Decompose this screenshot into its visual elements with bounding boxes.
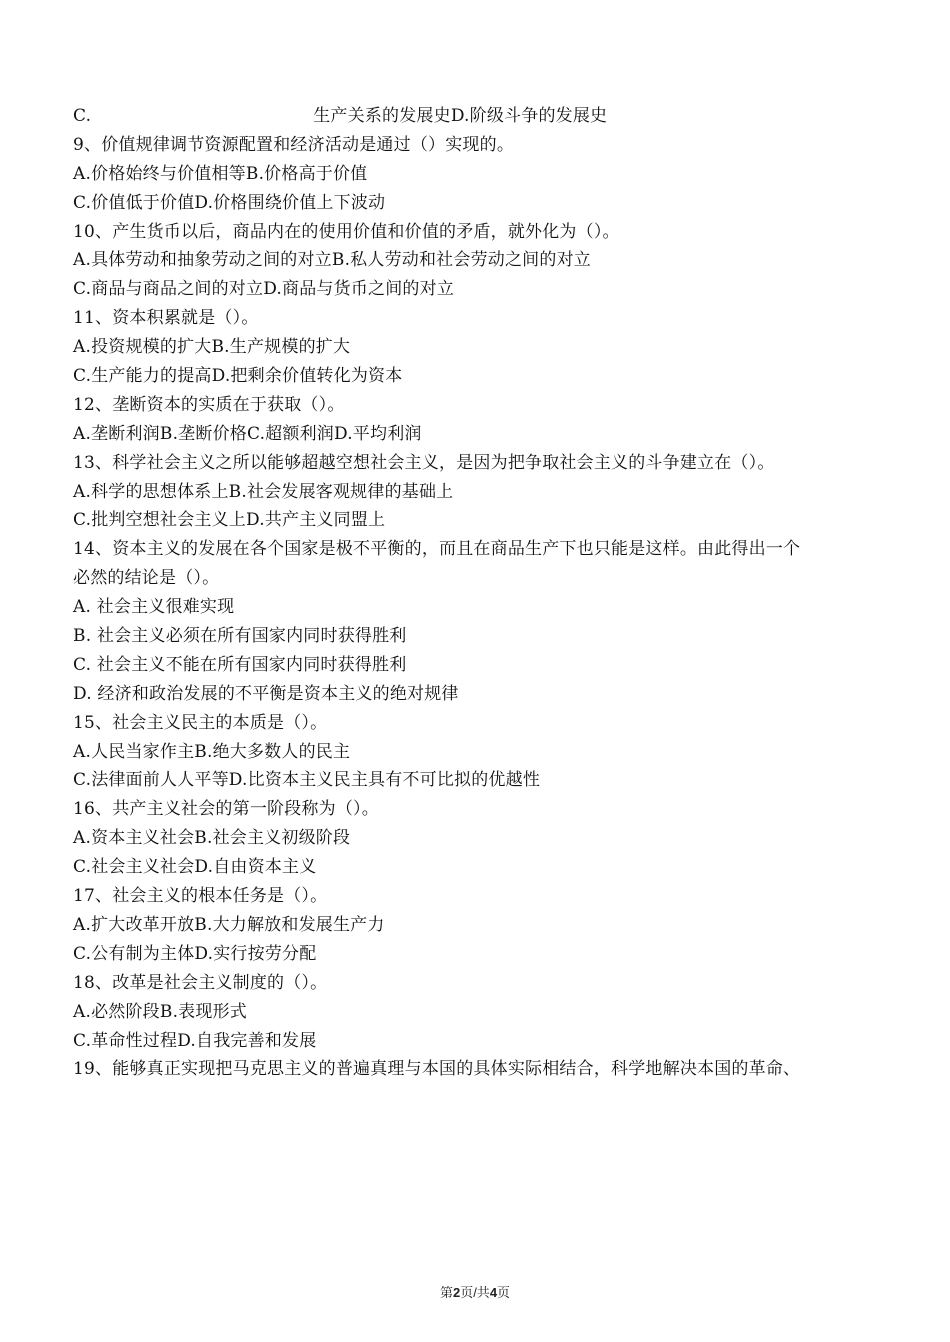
text-line: 15、社会主义民主的本质是（）。 bbox=[73, 712, 328, 733]
text-line: 必然的结论是（）。 bbox=[73, 568, 220, 589]
text-line: C.法律面前人人平等D.比资本主义民主具有不可比拟的优越性 bbox=[73, 770, 541, 791]
text-line: 11、资本积累就是（）。 bbox=[73, 308, 259, 329]
text-line: C.生产能力的提高D.把剩余价值转化为资本 bbox=[73, 366, 403, 387]
footer-label-of: 页/共 bbox=[460, 1285, 490, 1300]
text-line: 14、资本主义的发展在各个国家是极不平衡的，而且在商品生产下也只能是这样。由此得出一个 bbox=[73, 539, 801, 560]
footer-label-page: 第 bbox=[439, 1285, 453, 1300]
text-line: A.人民当家作主B.绝大多数人的民主 bbox=[73, 741, 351, 762]
document-body bbox=[73, 102, 903, 1084]
page-footer bbox=[0, 1282, 950, 1301]
text-line: C.批判空想社会主义上D.共产主义同盟上 bbox=[73, 510, 386, 531]
text-line: 12、垄断资本的实质在于获取（）。 bbox=[73, 394, 345, 415]
text-line: D. 经济和政治发展的不平衡是资本主义的绝对规律 bbox=[73, 683, 459, 704]
text-line: C.价值低于价值D.价格围绕价值上下波动 bbox=[73, 192, 386, 213]
text-line: B. 社会主义必须在所有国家内同时获得胜利 bbox=[73, 626, 407, 647]
text-line: A.科学的思想体系上B.社会发展客观规律的基础上 bbox=[73, 481, 454, 502]
text-line: 18、改革是社会主义制度的（）。 bbox=[73, 972, 328, 993]
text-line: 19、能够真正实现把马克思主义的普遍真理与本国的具体实际相结合，科学地解决本国的革命、 bbox=[73, 1059, 801, 1080]
text-line: C.公有制为主体D.实行按劳分配 bbox=[73, 943, 317, 964]
footer-current-page: 2 bbox=[452, 1285, 461, 1300]
text-line: C.社会主义社会D.自由资本主义 bbox=[73, 857, 317, 878]
text-line: C. 社会主义不能在所有国家内同时获得胜利 bbox=[73, 654, 407, 675]
text-line: A.资本主义社会B.社会主义初级阶段 bbox=[73, 828, 351, 849]
text-line: 13、科学社会主义之所以能够超越空想社会主义，是因为把争取社会主义的斗争建立在（）。 bbox=[73, 452, 775, 473]
text-line: A.扩大改革开放B.大力解放和发展生产力 bbox=[73, 914, 385, 935]
footer-label-end: 页 bbox=[497, 1285, 511, 1300]
text-line: A. 社会主义很难实现 bbox=[73, 597, 235, 618]
text-line: 17、社会主义的根本任务是（）。 bbox=[73, 886, 328, 907]
option-c-text: 生产关系的发展史D.阶级斗争的发展史 bbox=[313, 106, 608, 126]
text-line: C.商品与商品之间的对立D.商品与货币之间的对立 bbox=[73, 279, 455, 300]
footer-total-pages: 4 bbox=[489, 1285, 498, 1300]
text-line: A.价格始终与价值相等B.价格高于价值 bbox=[73, 163, 368, 184]
text-line: 9、价值规律调节资源配置和经济活动是通过（）实现的。 bbox=[73, 134, 515, 155]
option-c-prefix: C. bbox=[73, 106, 92, 126]
text-line-option-c bbox=[73, 102, 903, 131]
text-line: A.必然阶段B.表现形式 bbox=[73, 1001, 247, 1022]
text-line: A.垄断利润B.垄断价格C.超额利润D.平均利润 bbox=[73, 423, 422, 444]
text-line: 16、共产主义社会的第一阶段称为（）。 bbox=[73, 799, 379, 820]
text-line: 10、产生货币以后，商品内在的使用价值和价值的矛盾，就外化为（）。 bbox=[73, 221, 620, 242]
text-line: A.投资规模的扩大B.生产规模的扩大 bbox=[73, 337, 351, 358]
text-line: A.具体劳动和抽象劳动之间的对立B.私人劳动和社会劳动之间的对立 bbox=[73, 250, 591, 271]
text-line: C.革命性过程D.自我完善和发展 bbox=[73, 1030, 317, 1051]
